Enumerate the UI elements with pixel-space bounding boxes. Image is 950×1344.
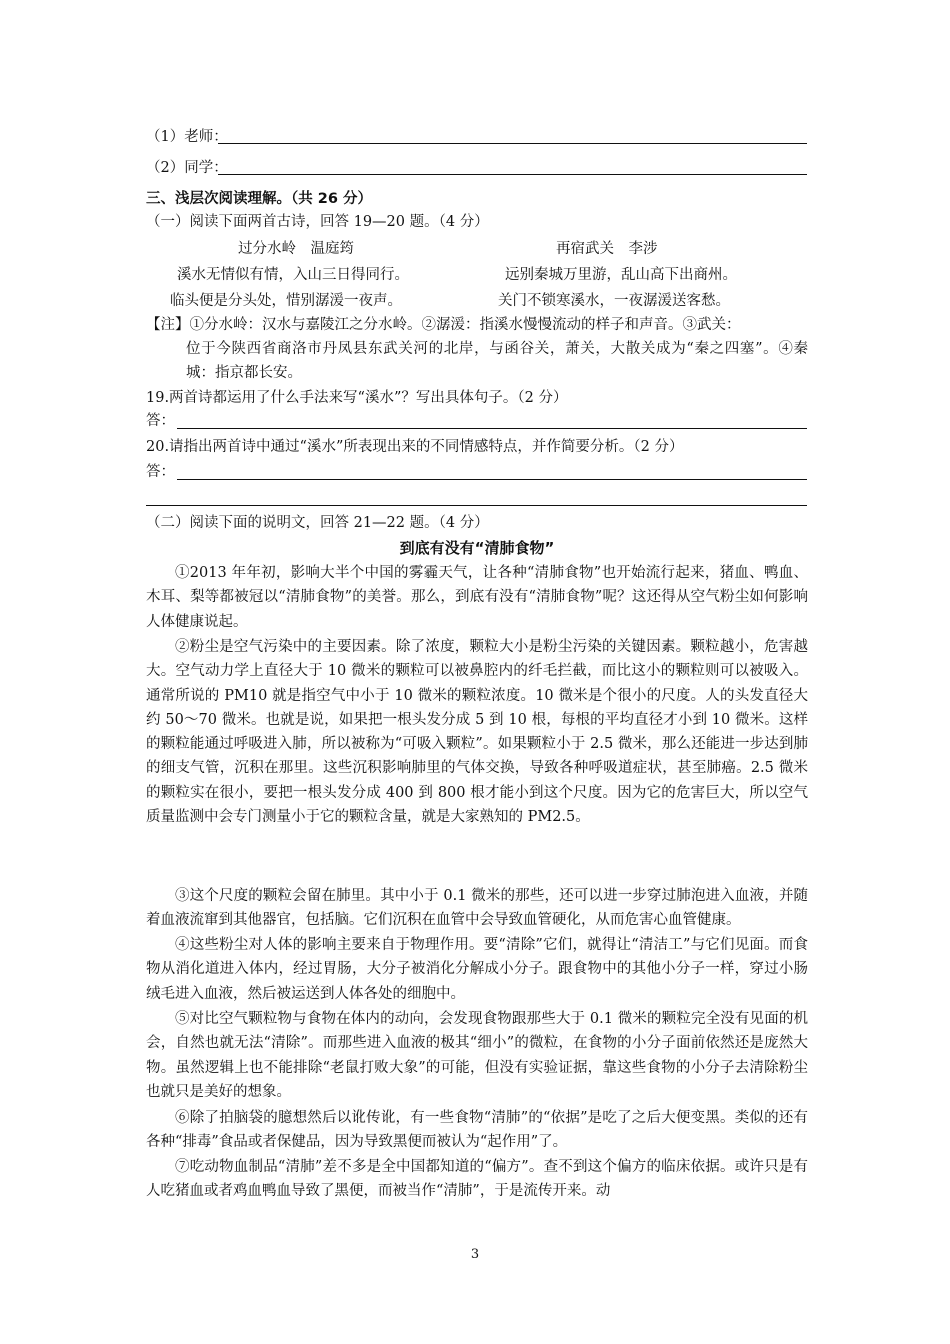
note-line1: 【注】①分水岭：汉水与嘉陵江之分水岭。②潺湲：指溪水慢慢流动的样子和声音。③武关： (146, 317, 741, 333)
q20-answer-line-2[interactable] (146, 505, 807, 506)
paragraph-6: ⑥除了拍脑袋的臆想然后以讹传讹，有一些食物“清肺”的“依据”是吃了之后大便变黑。类似的还有各种“排毒”食品或者保健品，因为导致黑便而被认为“起作用”了。 (146, 1110, 808, 1151)
paragraph-5: ⑤对比空气颗粒物与食物在体内的动向，会发现食物跟那些大于 0.1 微米的颗粒完全没有见面的机会，自然也就无法“清除”。而那些进入血液的极其“细小”的微粒，在食物的小分子面前依然还是庞然大物。虽然逻辑上也不能排除“老鼠打败大象”的可能，但没有实验证据，靠这些食物的小分子去清除粉尘也就只是美好的想象。 (146, 1011, 808, 1100)
poem1-line1: 溪水无情似有情，入山三日得同行。 (177, 267, 409, 283)
q20-answer-label: 答： (146, 464, 175, 480)
q19-answer-label: 答： (146, 413, 175, 429)
teacher-label: （1）老师： (146, 129, 228, 145)
paragraph-7: ⑦吃动物血制品“清肺”差不多是全中国都知道的“偏方”。查不到这个偏方的临床依据。或许只是有人吃猪血或者鸡血鸭血导致了黑便，而被当作“清肺”，于是流传开来。动 (146, 1159, 808, 1200)
question-20: 20.请指出两首诗中通过“溪水”所表现出来的不同情感特点，并作简要分析。（2 分） (146, 439, 684, 455)
part2-instruction: （二）阅读下面的说明文，回答 21—22 题。（4 分） (146, 515, 489, 531)
article-title: 到底有没有“清肺食物” (399, 539, 555, 557)
part1-instruction: （一）阅读下面两首古诗，回答 19—20 题。（4 分） (146, 214, 489, 230)
q19-answer-line[interactable] (177, 428, 807, 429)
classmate-answer-line[interactable] (218, 174, 807, 175)
section-heading: 三、浅层次阅读理解。（共 26 分） (146, 191, 373, 207)
poem2-line1: 远别秦城万里游，乱山高下出商州。 (505, 267, 737, 283)
paragraph-1: ①2013 年年初，影响大半个中国的雾霾天气，让各种“清肺食物”也开始流行起来，猪血、鸭血、木耳、梨等都被冠以“清肺食物”的美誉。那么，到底有没有“清肺食物”呢？这还得从空气粉尘如何影响人体健康说起。 (146, 565, 808, 630)
poem1-line2: 临头便是分头处，惜别潺湲一夜声。 (170, 293, 402, 309)
poem1-title: 过分水岭 温庭筠 (238, 241, 354, 257)
paragraph-2: ②粉尘是空气污染中的主要因素。除了浓度，颗粒大小是粉尘污染的关键因素。颗粒越小，危害越大。空气动力学上直径大于 10 微米的颗粒可以被鼻腔内的纤毛拦截，而比这小的颗粒则可以被吸入。通常所说的 PM10 就是指空气中小于 10 微米的颗粒浓度。10 微米是个很小的尺度。人的头发直径大约 50～70 微米。也就是说，如果把一根头发分成 5 到 10 根，每根的平均直径才小到 10 微米。这样的颗粒能通过呼吸进入肺，所以被称为“可吸入颗粒”。如果颗粒小于 2.5 微米，那么还能进一步达到肺的细支气管，沉积在那里。这些沉积影响肺里的气体交换，导致各种呼吸道症状，甚至肺癌。2.5 微米的颗粒实在很小，要把一根头发分成 400 到 800 根才能小到这个尺度。因为它的危害巨大，所以空气质量监测中会专门测量小于它的颗粒含量，就是大家熟知的 PM2.5。 (146, 639, 808, 826)
poem2-title: 再宿武关 李涉 (556, 241, 658, 257)
classmate-label: （2）同学： (146, 160, 228, 176)
question-19: 19.两首诗都运用了什么手法来写“溪水”？写出具体句子。（2 分） (146, 390, 568, 406)
page-number: 3 (470, 1247, 480, 1262)
paragraph-4: ④这些粉尘对人体的影响主要来自于物理作用。要“清除”它们，就得让“清洁工”与它们见面。而食物从消化道进入体内，经过胃肠，大分子被消化分解成小分子。跟食物中的其他小分子一样，穿过小肠绒毛进入血液，然后被运送到人体各处的细胞中。 (146, 937, 808, 1002)
teacher-answer-line[interactable] (218, 143, 807, 144)
note-continuation: 位于今陕西省商洛市丹凤县东武关河的北岸，与函谷关，萧关，大散关成为“秦之四塞”。④秦城：指京都长安。 (186, 341, 808, 381)
q20-answer-line-1[interactable] (177, 479, 807, 480)
poem2-line2: 关门不锁寒溪水，一夜潺湲送客愁。 (498, 293, 730, 309)
paragraph-3: ③这个尺度的颗粒会留在肺里。其中小于 0.1 微米的那些，还可以进一步穿过肺泡进入血液，并随着血液流窜到其他器官，包括脑。它们沉积在血管中会导致血管硬化，从而危害心血管健康。 (146, 888, 808, 929)
